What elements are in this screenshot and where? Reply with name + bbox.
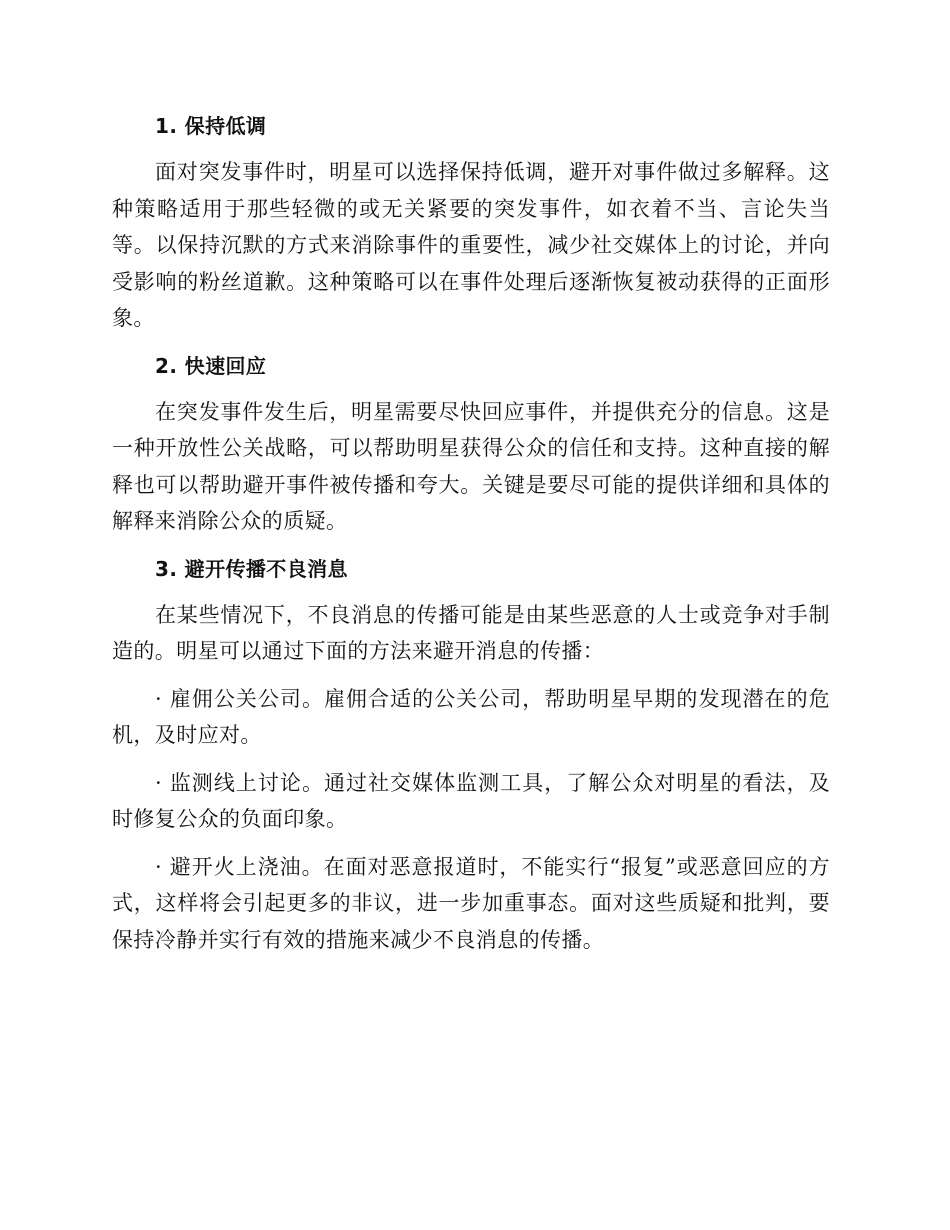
- section-heading-keep-low-profile: 1. 保持低调: [155, 114, 267, 138]
- bullet-avoid-adding-fuel: · 避开火上浇油。在面对恶意报道时，不能实行“报复”或恶意回应的方式，这样将会引起更多的非议，进一步加重事态。面对这些质疑和批判，要保持冷静并实行有效的措施来减少不良消息的传播。: [112, 854, 830, 952]
- paragraph-quick-response: 在突发事件发生后，明星需要尽快回应事件，并提供充分的信息。这是一种开放性公关战略，可以帮助明星获得公众的信任和支持。这种直接的解释也可以帮助避开事件被传播和夸大。关键是要尽可能的提供详细和具体的解释来消除公众的质疑。: [112, 399, 830, 533]
- bullet-hire-pr-firm: · 雇佣公关公司。雇佣合适的公关公司，帮助明星早期的发现潜在的危机，及时应对。: [112, 686, 830, 747]
- paragraph-keep-low-profile: 面对突发事件时，明星可以选择保持低调，避开对事件做过多解释。这种策略适用于那些轻微的或无关紧要的突发事件，如衣着不当、言论失当等。以保持沉默的方式来消除事件的重要性，减少社交媒体上的讨论，并向受影响的粉丝道歉。这种策略可以在事件处理后逐渐恢复被动获得的正面形象。: [112, 160, 830, 330]
- paragraph-avoid-bad-news-intro: 在某些情况下，不良消息的传播可能是由某些恶意的人士或竞争对手制造的。明星可以通过下面的方法来避开消息的传播：: [112, 602, 830, 663]
- document-page: [112, 108, 830, 958]
- section-heading-quick-response: 2. 快速回应: [155, 353, 267, 378]
- section-heading-avoid-bad-news: 3. 避开传播不良消息: [155, 556, 348, 581]
- bullet-monitor-online-discussion: · 监测线上讨论。通过社交媒体监测工具，了解公众对明星的看法，及时修复公众的负面印象。: [112, 770, 830, 831]
